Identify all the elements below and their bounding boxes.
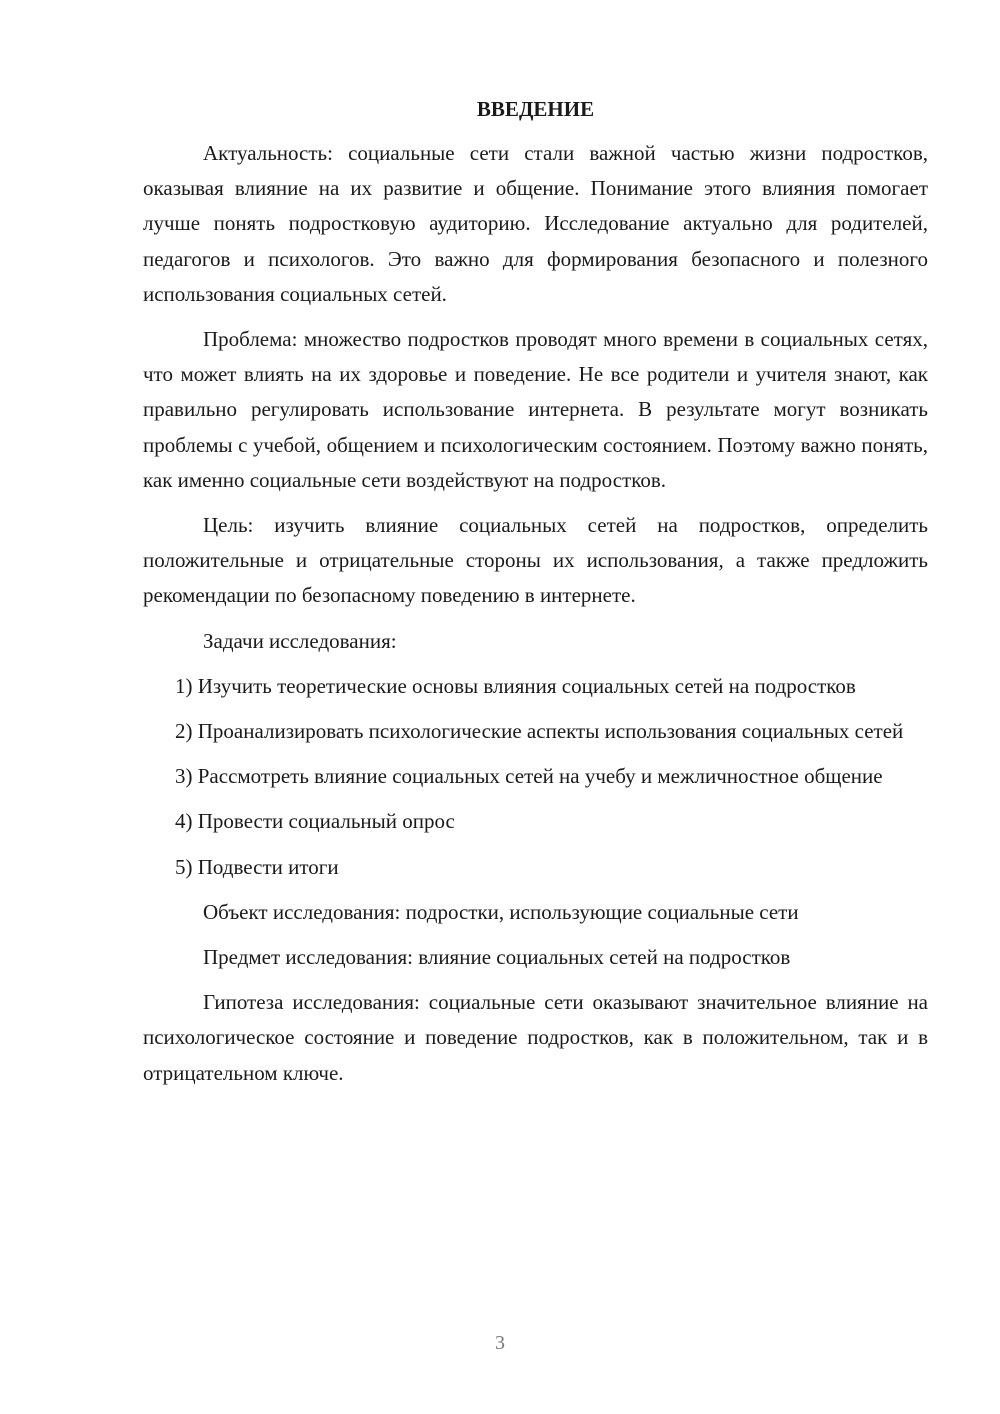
paragraph-goal: Цель: изучить влияние социальных сетей на подростков, определить положительные и отрицательные стороны их использования, а также предложить рекомендации по безопасному поведению в интернете. bbox=[143, 513, 928, 608]
paragraph-hypothesis: Гипотеза исследования: социальные сети оказывают значительное влияние на психологическое состояние и поведение подростков, как в положительном, так и в отрицательном ключе. bbox=[143, 990, 928, 1085]
task-item-3: 3) Рассмотреть влияние социальных сетей на учебу и межличностное общение bbox=[175, 764, 883, 789]
task-item-5: 5) Подвести итоги bbox=[175, 854, 339, 879]
paragraph-relevance: Актуальность: социальные сети стали важной частью жизни подростков, оказывая влияние на их развитие и общение. Понимание этого влияния помогает лучше понять подростковую аудиторию. Исследование актуально для родителей, педагогов и психологов. Это важно для формирования безопасного и полезного использования социальных сетей. bbox=[143, 141, 928, 306]
paragraph-problem: Проблема: множество подростков проводят много времени в социальных сетях, что может влиять на их здоровье и поведение. Не все родители и учителя знают, как правильно регулировать использование интернета. В результате могут возникать проблемы с учебой, общением и психологическим состоянием. Поэтому важно понять, как именно социальные сети воздействуют на подростков. bbox=[143, 327, 928, 492]
task-item-4: 4) Провести социальный опрос bbox=[175, 809, 455, 834]
page-title: ВВЕДЕНИЕ bbox=[476, 97, 595, 121]
task-item-2: 2) Проанализировать психологические аспекты использования социальных сетей bbox=[175, 719, 904, 744]
paragraph-subject: Предмет исследования: влияние социальных сетей на подростков bbox=[203, 945, 791, 970]
page-number: 3 bbox=[495, 1332, 505, 1354]
paragraph-object: Объект исследования: подростки, использующие социальные сети bbox=[203, 899, 799, 924]
document-page bbox=[143, 92, 928, 1101]
paragraph-tasks-heading: Задачи исследования: bbox=[203, 628, 397, 653]
task-item-1: 1) Изучить теоретические основы влияния социальных сетей на подростков bbox=[175, 673, 856, 698]
